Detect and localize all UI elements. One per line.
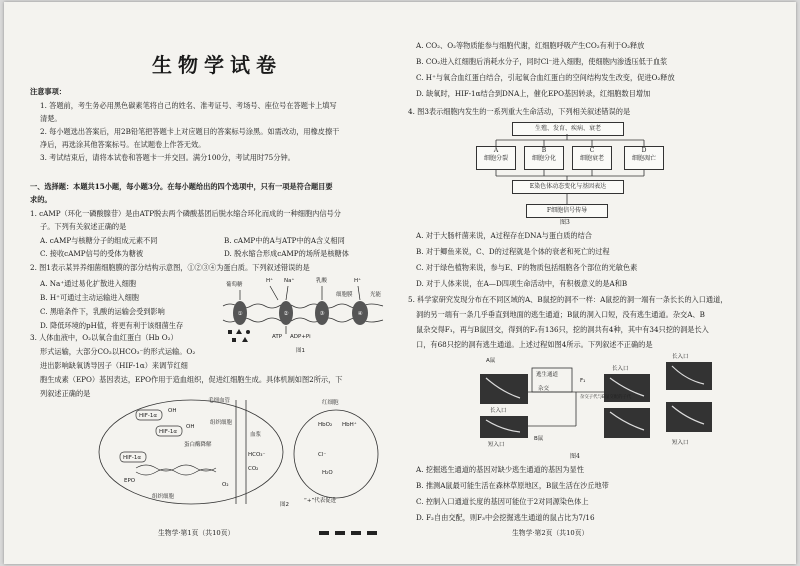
fig3-top-box: 生殖、发育、疾病、衰老	[512, 122, 624, 136]
fig1-label: H⁺	[266, 278, 274, 284]
fig4-label: 短入口	[488, 442, 505, 448]
q4-option-c: C. 对于绿色植物来说，参与E、F的物质包括细胞各个部位的光敏色素	[416, 263, 638, 272]
fig2-label: 组织细胞	[210, 420, 233, 426]
footer-marks	[316, 528, 380, 539]
fig2-label: HbO₂	[318, 422, 333, 428]
question-1: 1. cAMP（环化一磷酸腺苷）是由ATP脱去两个磷酸基团后脱水缩合环化而成的一种细胞内信号分	[30, 209, 341, 218]
exam-title: 生物学试卷	[152, 53, 282, 77]
fig1-caption: 图1	[296, 348, 305, 354]
fig2-label: HIF-1α	[139, 413, 158, 419]
fig2-caption: 图2	[280, 502, 289, 508]
question-4: 4. 图3表示细胞内发生的一系列重大生命活动，下列相关叙述错误的是	[408, 107, 631, 116]
question-3-stem: 列叙述正确的是	[40, 389, 91, 398]
fig1-label: 葡萄糖	[226, 282, 243, 288]
fig3-box-b: B 细胞分化	[524, 146, 564, 170]
svg-text:④: ④	[357, 311, 363, 317]
question-5-stem: 鼠杂交得F₁，再与B鼠回交，得到的F₂有136只，挖的洞共有4种，其中有34只挖的洞是长入	[416, 325, 709, 334]
notice-line: 1. 答题前，考生务必用黑色碳素笔将自己的姓名、准考证号、考场号、座位号在答题卡上填写	[40, 101, 337, 110]
fig4-label: 杂交子代与B鼠交配的子代	[580, 395, 632, 400]
fig3-caption: 图3	[560, 219, 570, 226]
svg-text:③: ③	[319, 311, 325, 317]
q4-option-b: B. 对于鲫鱼来说，C、D的过程就是个体的衰老和死亡的过程	[416, 247, 610, 256]
question-1-stem: 子。下列有关叙述正确的是	[40, 222, 127, 231]
fig3-bottom-box: F细胞信号传导	[526, 204, 608, 218]
fig1-label: 光能	[370, 292, 382, 298]
fig1-label: 细胞膜	[336, 292, 353, 298]
fig2-label: 血浆	[250, 432, 262, 438]
q3-option-a: A. CO₂、O₂等物质能参与细胞代谢，红细胞呼吸产生CO₂有利于O₂释放	[416, 41, 645, 50]
svg-text:①: ①	[237, 311, 243, 317]
fig1-label: 乳酸	[316, 278, 328, 284]
q1-option-c: C. 接收cAMP信号的受体为糖被	[40, 249, 144, 258]
fig2-label: 毛细血管	[208, 398, 231, 404]
q4-option-d: D. 对于人体来说，在A—D四项生命活动中，有积极意义的是A和B	[416, 279, 628, 288]
fig2-label: Cl⁻	[318, 452, 327, 458]
q1-option-d: D. 脱水缩合形成cAMP的场所是核糖体	[224, 249, 349, 258]
question-3: 3. 人体血液中，O₂以氧合血红蛋白（Hb O₂）	[30, 333, 178, 342]
fig1-label: H⁺	[354, 278, 362, 284]
question-3-stem: 形式运输，大部分CO₂以HCO₃⁻的形式运输。O₂	[40, 347, 196, 356]
fig2-label: 蛋白酶降解	[184, 442, 212, 448]
page-footer-right: 生物学·第2页（共10页）	[512, 529, 589, 537]
fig1-label: Na⁺	[284, 278, 295, 284]
fig4-caption: 图4	[570, 453, 580, 460]
fig4-label: 逃生通道	[536, 372, 559, 378]
fig3-box-c: C 细胞衰老	[572, 146, 612, 170]
fig2-label: 红细胞	[322, 400, 339, 406]
q2-option-b: B. H⁺可通过主动运输进入细胞	[40, 293, 139, 302]
fig4-label: 长入口	[490, 408, 507, 414]
page-footer-left: 生物学·第1页（共10页）	[158, 529, 235, 537]
fig3-box-d: D 细胞凋亡	[624, 146, 664, 170]
fig2-label: “+”代表促进	[304, 498, 337, 504]
fig4-label: 杂交	[538, 386, 550, 392]
q4-option-a: A. 对于大肠杆菌来说，A过程存在DNA与蛋白质的结合	[416, 231, 592, 240]
q5-option-b: B. 推测A鼠最可能生活在森林草原地区，B鼠生活在沙丘地带	[416, 481, 609, 490]
question-3-stem: 进出影响缺氧诱导因子（HIF-1α）来调节红细	[40, 361, 188, 370]
question-5: 5. 科学家研究发现分布在不同区域的A、B鼠挖的洞不一样：A鼠挖的洞一端有一条长长的入口通道，	[408, 295, 728, 304]
fig2-label: OH	[186, 424, 195, 430]
fig4-label: A鼠	[486, 358, 496, 364]
q5-option-d: D. F₂自由交配，则F₃中会挖掘逃生通道的鼠占比为7/16	[416, 513, 595, 522]
notice-line: 清楚。	[40, 114, 62, 123]
fig3-mid-box: E染色体动态变化与基因表达	[512, 180, 624, 194]
fig1-label: ATP	[272, 334, 283, 340]
fig2-label: HIF-1α	[159, 429, 178, 435]
question-5-stem: 口，有68只挖的洞有逃生通道。上述过程如图4所示。下列叙述不正确的是	[416, 340, 653, 349]
q2-option-c: C. 黑暗条件下，乳酸的运输会受到影响	[40, 307, 165, 316]
question-5-stem: 洞的另一端有一条几乎垂直到地面的逃生通道；B鼠的洞入口短，没有逃生通道。杂交A、B	[416, 310, 705, 319]
fig1-label: ADP+Pi	[290, 334, 311, 340]
fig2-label: CO₂	[248, 466, 259, 472]
fig2-label: OH	[168, 408, 177, 414]
q2-option-d: D. 降低环境的pH值，将更有利于该细菌生存	[40, 321, 184, 330]
figure-4-burrows	[476, 352, 746, 452]
figure-2-diagram	[96, 396, 386, 508]
fig2-label: HCO₃⁻	[248, 452, 266, 458]
fig4-label: F₁	[580, 378, 586, 384]
notice-title: 注意事项：	[30, 87, 66, 96]
fig2-label: HIF-1α	[123, 455, 142, 461]
section-heading: 一、选择题：本题共15小题，每小题3分。在每小题给出的四个选项中，只有一项是符合题目要	[30, 182, 333, 191]
fig4-label: B鼠	[534, 436, 544, 442]
fig2-label: HbH⁺	[342, 422, 357, 428]
q2-option-a: A. Na⁺通过易化扩散进入细胞	[40, 279, 137, 288]
q5-option-c: C. 控制入口通道长度的基因可能位于2对同源染色体上	[416, 497, 589, 506]
svg-text:②: ②	[283, 311, 289, 317]
fig4-label: 长入口	[672, 354, 689, 360]
q3-option-b: B. CO₂进入红细胞后消耗水分子，同时Cl⁻进入细胞，使细胞内渗透压低于血浆	[416, 57, 668, 66]
fig2-label: H₂O	[322, 470, 333, 476]
notice-line: 2. 每小题选出答案后，用2B铅笔把答题卡上对应题目的答案标号涂黑。如需改动，用橡皮擦干	[40, 127, 340, 136]
section-heading: 求的。	[30, 195, 52, 204]
q3-option-d: D. 缺氧时，HIF-1α结合到DNA上，催化EPO基因转录，红细胞数目增加	[416, 89, 651, 98]
fig3-box-a: A 细胞分裂	[476, 146, 516, 170]
fig4-label: 长入口	[612, 366, 629, 372]
question-2: 2. 图1表示某异养细菌细胞膜的部分结构示意图，①②③④为蛋白质。下列叙述错误的是	[30, 263, 310, 272]
notice-line: 3. 考试结束后，请将本试卷和答题卡一并交回。满分100分，考试用时75分钟。	[40, 153, 295, 162]
fig2-label: O₂	[222, 482, 229, 488]
notice-line: 净后，再选涂其他答案标号。在试题卷上作答无效。	[40, 140, 206, 149]
fig4-label: 短入口	[672, 440, 689, 446]
q1-option-b: B. cAMP中的A与ATP中的A含义相同	[224, 236, 345, 245]
figure-1-membrane	[218, 274, 388, 354]
fig2-label: EPO	[124, 478, 136, 484]
q5-option-a: A. 挖掘逃生通道的基因对缺少逃生通道的基因为显性	[416, 465, 584, 474]
question-3-stem: 胞生成素（EPO）基因表达，EPO作用于造血组织，促进红细胞生成。具体机制如图2所示，下	[40, 375, 343, 384]
fig2-label: 组织细胞	[152, 494, 175, 500]
exam-sheet	[4, 2, 796, 564]
q3-option-c: C. H⁺与氧合血红蛋白结合，引起氧合血红蛋白的空间结构发生改变，促进O₂释放	[416, 73, 675, 82]
q1-option-a: A. cAMP与核糖分子的组成元素不同	[40, 236, 158, 245]
